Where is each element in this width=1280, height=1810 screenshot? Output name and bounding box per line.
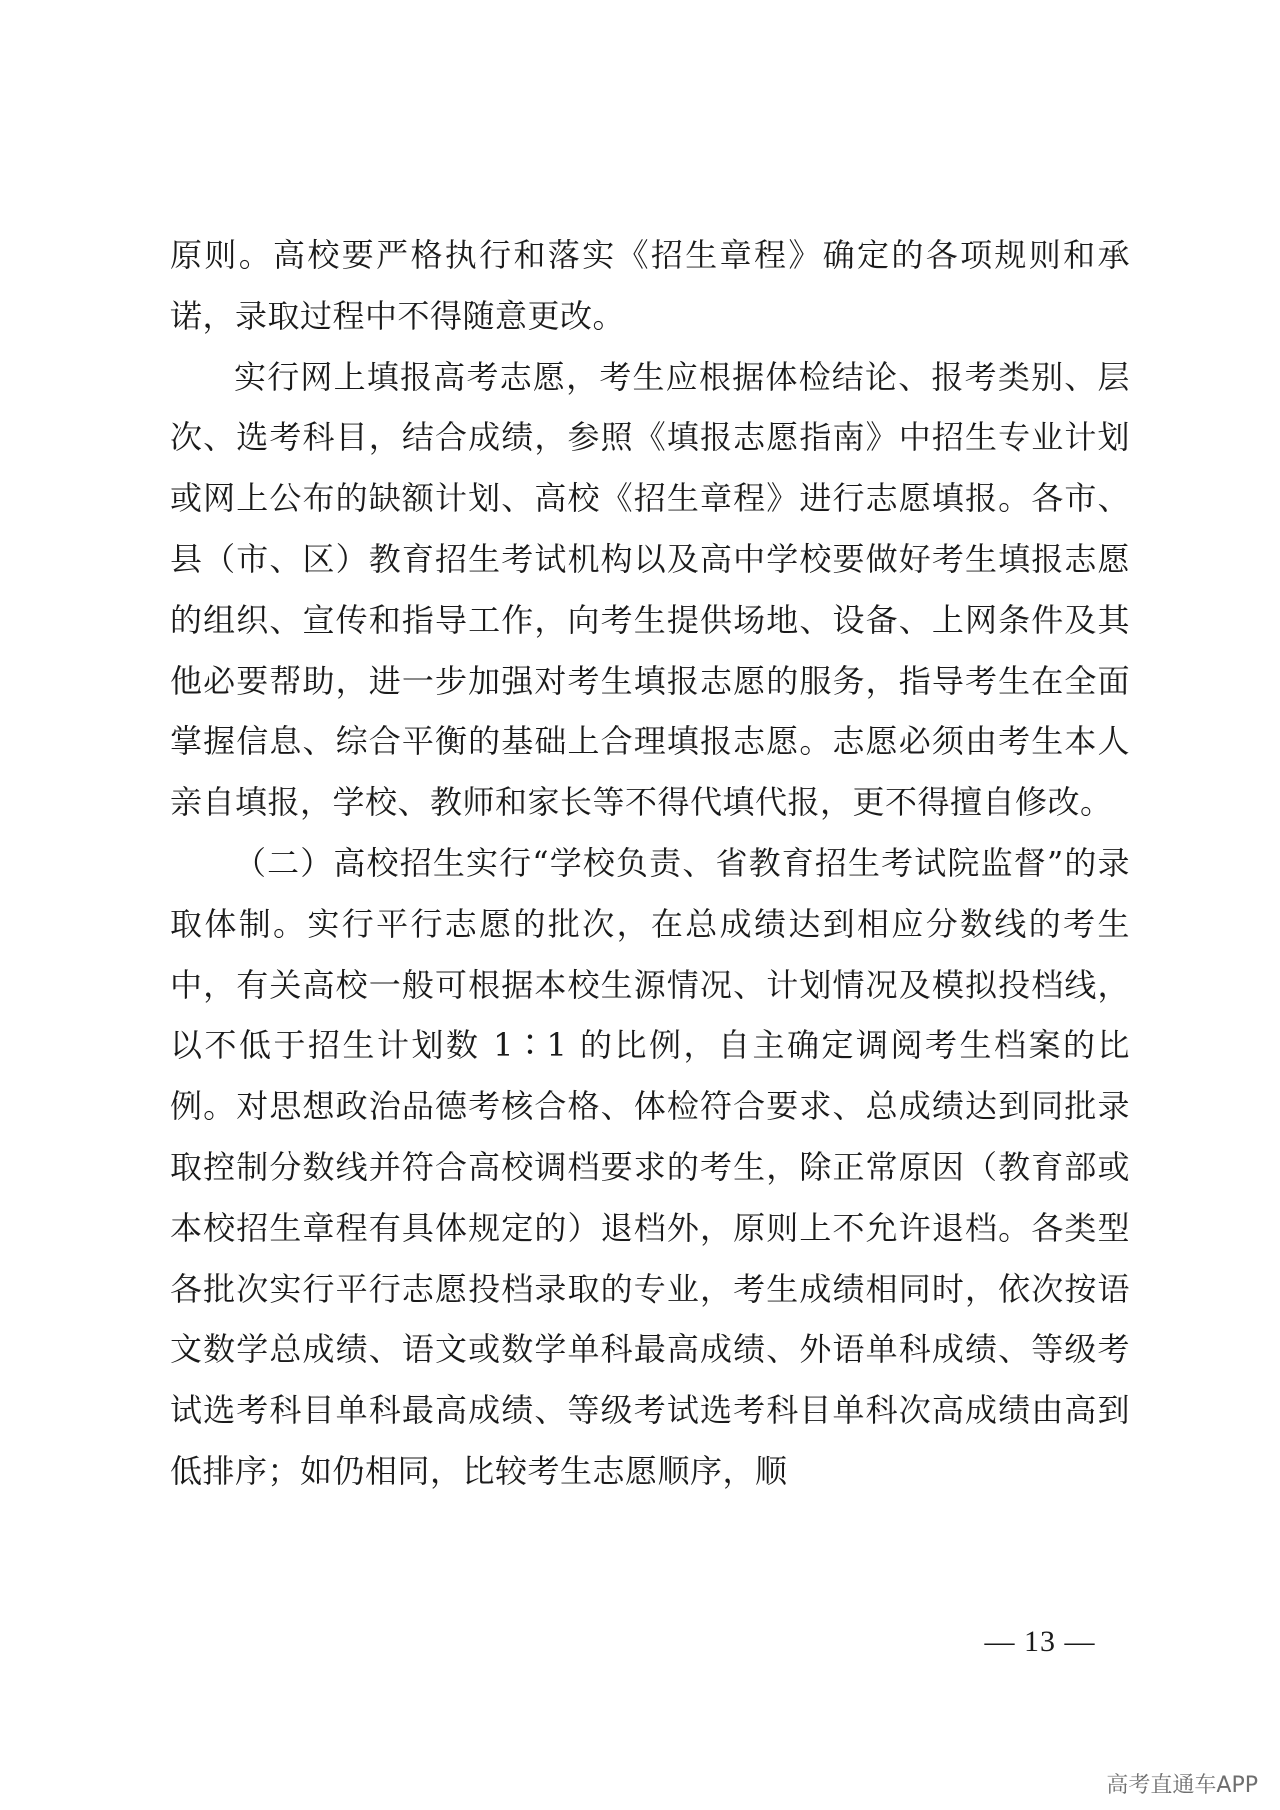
document-body bbox=[170, 225, 1130, 1502]
page-number: — 13 — bbox=[984, 1625, 1096, 1658]
paragraph-2: 实行网上填报高考志愿，考生应根据体检结论、报考类别、层次、选考科目，结合成绩，参照《填报志愿指南》中招生专业计划或网上公布的缺额计划、高校《招生章程》进行志愿填报。各市、县（市、区）教育招生考试机构以及高中学校要做好考生填报志愿的组织、宣传和指导工作，向考生提供场地、设备、上网条件及其他必要帮助，进一步加强对考生填报志愿的服务，指导考生在全面掌握信息、综合平衡的基础上合理填报志愿。志愿必须由考生本人亲自填报，学校、教师和家长等不得代填代报，更不得擅自修改。 bbox=[170, 357, 1130, 822]
paragraph-3: （二）高校招生实行“学校负责、省教育招生考试院监督”的录取体制。实行平行志愿的批次，在总成绩达到相应分数线的考生中，有关高校一般可根据本校生源情况、计划情况及模拟投档线，以不低于招生计划数 1∶1 的比例，自主确定调阅考生档案的比例。对思想政治品德考核合格、体检符合要求、总成绩达到同批录取控制分数线并符合高校调档要求的考生，除正常原因（教育部或本校招生章程有具体规定的）退档外，原则上不允许退档。各类型各批次实行平行志愿投档录取的专业，考生成绩相同时，依次按语文数学总成绩、语文或数学单科最高成绩、外语单科成绩、等级考试选考科目单科最高成绩、等级考试选考科目单科次高成绩由高到低排序；如仍相同，比较考生志愿顺序，顺 bbox=[170, 843, 1130, 1490]
watermark-label: 高考直通车APP bbox=[1106, 1773, 1258, 1798]
paragraph-1: 原则。高校要严格执行和落实《招生章程》确定的各项规则和承诺，录取过程中不得随意更改。 bbox=[170, 236, 1130, 335]
